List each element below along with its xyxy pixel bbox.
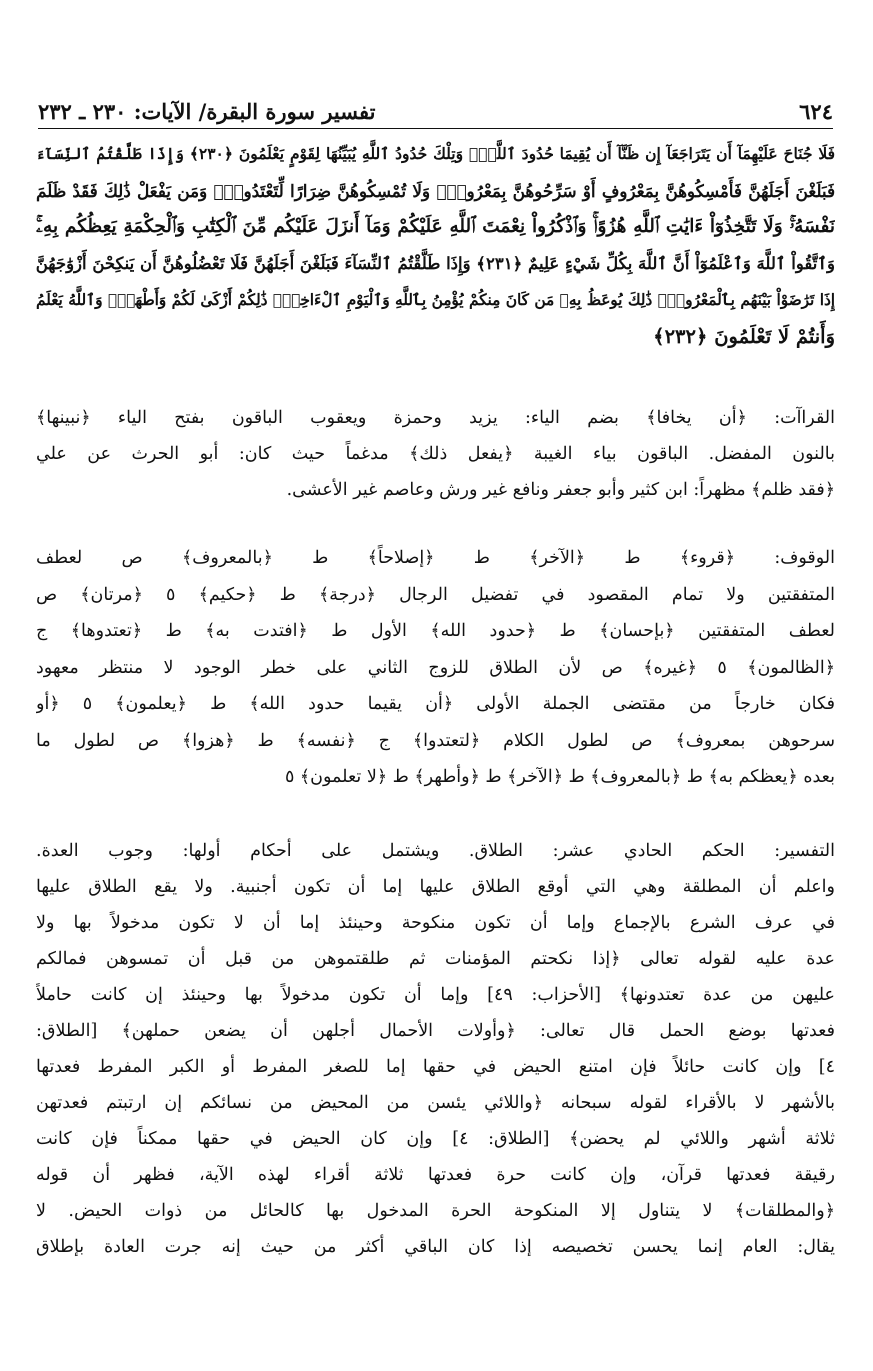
waqf-line: الوقوف: ﴿قروء﴾ ط ﴿الآخر﴾ ط ﴿إصلاحاً﴾ ط ﴿بالمعروف﴾ ص لعطف — [36, 548, 835, 568]
quran-line: فَلَا جُنَاحَ عَلَيْهِمَآ أَن يَتَرَاجَعَآ إِن ظَنَّآ أَن يُقِيمَا حُدُودَ ٱللَّهِۗ وَتِلْكَ حُدُودُ ٱللَّهِ يُبَيِّنُهَا لِقَوْمٍ يَعْلَمُونَ ﴿٢٣٠﴾ وَإِذَا طَلَّقْتُمُ ٱلنِّسَآءَ — [36, 144, 835, 163]
page-number: ٦٢٤ — [799, 99, 833, 124]
readings-section — [36, 400, 835, 508]
waqf-line: سرحوهن بمعروف﴾ ص لطول الكلام ﴿لتعتدوا﴾ ج ﴿نفسه﴾ ط ﴿هزوا﴾ ص لطول ما — [36, 730, 835, 751]
readings-line: بالنون المفضل. الباقون بياء الغيبة ﴿يفعل ذلك﴾ مدغماً حيث كان: أبو الحرث عن علي — [36, 444, 835, 464]
tafsir-line: ﴿والمطلقات﴾ لا يتناول إلا المنكوحة الحرة المدخول بها كالحائل من ذوات الحيض. لا — [36, 1201, 835, 1221]
quran-line: وَأَنتُمْ لَا تَعْلَمُونَ ﴿٢٣٢﴾ — [653, 324, 835, 348]
tafsir-line: عليهن من عدة تعتدونها﴾ [الأحزاب: ٤٩] وإما أن تكون مدخولاً بها وحينئذ إن كانت حاملاً — [36, 985, 835, 1005]
tafsir-line: التفسير: الحكم الحادي عشر: الطلاق. ويشتمل على أحكام أولها: وجوب العدة. — [36, 841, 835, 861]
tafsir-line: فعدتها بوضع الحمل قال تعالى: ﴿وأولات الأحمال أجلهن أن يضعن حملهن﴾ [الطلاق: — [36, 1021, 835, 1041]
waqf-line: فكان خارجاً من مقتضى الجملة الأولى ﴿أن يقيما حدود الله﴾ ط ﴿يعلمون﴾ ٥ ﴿أو — [36, 694, 835, 714]
waqf-line: المتفقتين ولا تمام المقصود في تفضيل الرجال ﴿درجة﴾ ط ﴿حكيم﴾ ٥ ﴿مرتان﴾ ص — [36, 584, 835, 605]
readings-line: ﴿فقد ظلم﴾ مظهراً: ابن كثير وأبو جعفر ونافع غير ورش وعاصم غير الأعشى. — [286, 480, 835, 500]
tafsir-line: في عرف الشرع بالإجماع وإما أن تكون منكوحة وحينئذ إما أن لا تكون مدخولاً بها ولا — [36, 913, 835, 933]
quran-line: نَفْسَهُۥۚ وَلَا تَتَّخِذُوٓاْ ءَايَٰتِ ٱللَّهِ هُزُوًاۚ وَٱذْكُرُواْ نِعْمَتَ ٱللَّهِ عَلَيْكُمْ وَمَآ أَنزَلَ عَلَيْكُم مِّنَ ٱلْكِتَٰبِ وَٱلْحِكْمَةِ يَعِظُكُم بِهِۦۚ — [36, 216, 835, 237]
waqf-line: بعده ﴿يعظكم به﴾ ط ﴿بالمعروف﴾ ط ﴿الآخر﴾ ط ﴿وأطهر﴾ ط ﴿لا تعلمون﴾ ٥ — [284, 767, 835, 787]
tafsir-line: رقيقة فعدتها قرآن، وإن كانت حرة فعدتها ثلاثة أقراء لهذه الآية، فظهر أن قوله — [36, 1165, 835, 1185]
page-header — [38, 92, 833, 129]
readings-line: القراآت: ﴿أن يخافا﴾ بضم الياء: يزيد وحمزة ويعقوب الباقون بفتح الياء ﴿نبينها﴾ — [36, 408, 835, 428]
tafsir-line: بالأشهر لا بالأقراء لقوله سبحانه ﴿واللائي يئسن من المحيض من نسائكم إن ارتبتم فعدتهن — [36, 1093, 835, 1113]
tafsir-line: عدة عليه لقوله تعالى ﴿إذا نكحتم المؤمنات ثم طلقتموهن من قبل أن تمسوهن فمالكم — [36, 949, 835, 969]
quran-line: فَبَلَغْنَ أَجَلَهُنَّ فَأَمْسِكُوهُنَّ بِمَعْرُوفٍ أَوْ سَرِّحُوهُنَّ بِمَعْرُوفٍۚ وَلَا تُمْسِكُوهُنَّ ضِرَارًا لِّتَعْتَدُواْۚ وَمَن يَفْعَلْ ذَٰلِكَ فَقَدْ ظَلَمَ — [36, 180, 835, 201]
tafsir-line: ثلاثة أشهر واللائي لم يحضن﴾ [الطلاق: ٤] وإن كان الحيض في حقها ممكناً فإن كانت — [36, 1129, 835, 1149]
header-title: تفسير سورة البقرة/ الآيات: ٢٣٠ ـ ٢٣٢ — [38, 99, 376, 124]
quran-verses — [36, 136, 835, 355]
tafsir-line: واعلم أن المطلقة وهي التي أوقع الطلاق عليها إما أن تكون أجنبية. ولا يقع الطلاق عليها — [36, 877, 835, 897]
waqf-section — [36, 540, 835, 796]
waqf-line: لعطف المتفقتين ﴿بإحسان﴾ ط ﴿حدود الله﴾ الأول ط ﴿افتدت به﴾ ط ﴿تعتدوها﴾ ج — [36, 621, 835, 641]
quran-line: إِذَا تَرَٰضَوْاْ بَيْنَهُم بِٱلْمَعْرُوفِۗ ذَٰلِكَ يُوعَظُ بِهِۦ مَن كَانَ مِنكُمْ يُؤْمِنُ بِٱللَّهِ وَٱلْيَوْمِ ٱلْءَاخِرِۗ ذَٰلِكُمْ أَزْكَىٰ لَكُمْ وَأَطْهَرُۚ وَٱللَّهُ يَعْلَمُ — [36, 291, 835, 309]
tafsir-section — [36, 833, 835, 1265]
tafsir-line: ٤] وإن كانت حائلاً فإن امتنع الحيض في حقها إما للصغر المفرط أو الكبر المفرط فعدتها — [36, 1057, 835, 1077]
quran-line: وَٱتَّقُواْ ٱللَّهَ وَٱعْلَمُوٓاْ أَنَّ ٱللَّهَ بِكُلِّ شَيْءٍ عَلِيمٌ ﴿٢٣١﴾ وَإِذَا طَلَّقْتُمُ ٱلنِّسَآءَ فَبَلَغْنَ أَجَلَهُنَّ فَلَا تَعْضُلُوهُنَّ أَن يَنكِحْنَ أَزْوَٰجَهُنَّ — [36, 253, 835, 273]
waqf-line: ﴿الظالمون﴾ ٥ ﴿غيره﴾ ص لأن الطلاق للزوج الثاني على خطر الوجود لا منتظر معهود — [36, 657, 835, 678]
tafsir-line: يقال: العام إنما يحسن تخصيصه إذا كان الباقي أكثر من حيث إنه جرت العادة بإطلاق — [36, 1237, 835, 1257]
